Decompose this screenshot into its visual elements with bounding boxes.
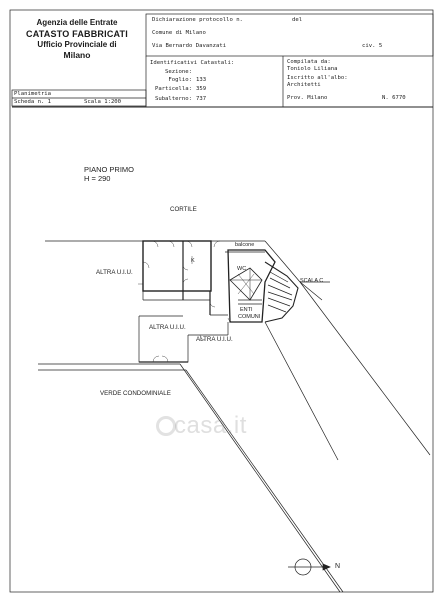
albo: Architetti <box>287 82 321 88</box>
altra-uiu-left-label: ALTRA U.I.U. <box>96 269 133 276</box>
floor-height: H = 290 <box>84 174 111 183</box>
civico: civ. 5 <box>362 43 383 49</box>
provincia: Prov. Milano <box>287 95 328 101</box>
identificativi-title: Identificativi Catastali: <box>150 60 235 66</box>
balcone-label: balcone <box>235 242 255 248</box>
agency-city: Milano <box>63 50 91 60</box>
scala-c-label: SCALA C <box>300 278 324 284</box>
verde-condominiale-label: VERDE CONDOMINIALE <box>100 390 171 397</box>
foglio-label: Foglio: <box>168 77 192 83</box>
iscritto-label: Iscritto all'albo: <box>287 75 348 81</box>
numero: N. 6770 <box>382 95 406 101</box>
comune: Comune di Milano <box>152 30 206 36</box>
del-label: del <box>292 17 303 23</box>
foglio-value: 133 <box>196 77 207 83</box>
outer-frame <box>10 10 433 592</box>
subalterno-label: Subalterno: <box>154 96 192 102</box>
particella-label: Particella: <box>154 86 192 92</box>
floor-title: PIANO PRIMO <box>84 165 135 174</box>
compilata-name: Toniolo Liliana <box>287 66 338 72</box>
dichiarazione-label: Dichiarazione protocollo n. <box>152 17 243 23</box>
agency-office: Ufficio Provinciale di <box>37 40 117 49</box>
scala-label: Scala 1:200 <box>84 99 122 105</box>
indirizzo: Via Bernardo Davanzati <box>152 43 227 49</box>
wc-label: WC <box>237 266 247 272</box>
altra-uiu-center-label: ALTRA U.I.U. <box>149 324 186 331</box>
agency-block <box>14 18 140 61</box>
planimetria-label: Planimetria <box>14 91 52 97</box>
kitchen-label: K <box>191 258 195 264</box>
subalterno-value: 737 <box>196 96 207 102</box>
cortile-label: CORTILE <box>170 206 197 213</box>
compilata-title: Compilata da: <box>287 59 331 65</box>
north-label: N <box>335 563 341 570</box>
enti-label: ENTI <box>240 307 253 313</box>
sezione-label: Sezione: <box>165 69 192 75</box>
north-arrow <box>288 559 330 575</box>
altra-uiu-right-label: ALTRA U.I.U. <box>196 336 233 343</box>
scheda-label: Scheda n. 1 <box>14 99 52 105</box>
agency-department: CATASTO FABBRICATI <box>26 29 128 39</box>
agency-name: Agenzia delle Entrate <box>36 18 118 27</box>
watermark: casa.it <box>174 412 247 439</box>
particella-value: 359 <box>196 86 207 92</box>
comuni-label: COMUNI <box>238 314 261 320</box>
